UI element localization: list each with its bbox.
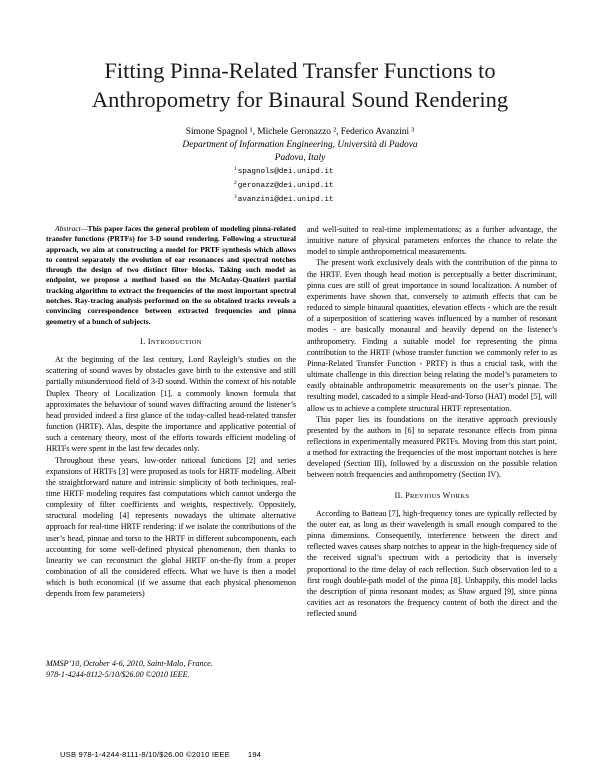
section-heading-introduction: I. INTRODUCTION [140, 336, 202, 346]
footer-isbn: USB 978-1-4244-8111-8/10/$26.00 ©2010 IEEE [60, 750, 230, 759]
email-line: $^2$geronazz@dei.unipd.it [234, 180, 334, 191]
email-address[interactable]: spagnols@dei.unipd.it [237, 168, 334, 176]
author-block [60, 126, 540, 165]
intro-paragraph-1: At the beginning of the last century, Lord Rayleigh’s studies on the scattering of sound waves by obstacles gave birth to the extensive and still partially misunderstood field of 3-D sound. Within the context of his notable Duplex Theory of Localization [1], a commonly known formula that approximates the behaviour of sound waves diffracting around the listener’s head provided indeed a first glance of the today-called head-related transfer function (HRTF). Alas, despite the importance and applicative potential of such a centenary theory, most of the efforts towards efficient modeling of HRTFs were spent in the last few decades only. [46, 355, 296, 454]
email-line: $^1$spagnols@dei.unipd.it [234, 166, 334, 176]
intro-paragraph-3: The present work exclusively deals with the contribution of the pinna to the HRTF. Even though head motion is perceptually a better discriminant, pinna cues are still of great importance in sound localization. A number of experiments have shown that, conversely to azimuth effects that can be reduced to simple binaural quantities, elevation effects - which are the result of a superposition of scattering waves influenced by a number of resonant modes - are basically monaural and heavily depend on the listener’s anthropometry. Finding a suitable model for representing the pinna contribution to the HRTF (whose transfer function we commonly refer to as Pinna-Related Transfer Function - PRTF) is thus a crucial task, with the ultimate challenge in this direction being relating the model’s parameters to easily obtainable anthropometric measurements on the user’s pinnae. The resulting model, cascaded to a simple Head-and-Torso (HAT) model [5], will allow us to achieve a complete structural HRTF representation. [307, 258, 557, 413]
abstract [46, 224, 296, 327]
author-names: Simone Spagnol ¹, Michele Geronazzo ², Federico Avanzini ³ [185, 127, 415, 137]
title-line-1: Fitting Pinna-Related Transfer Functions to [104, 58, 496, 83]
author-emails [234, 164, 434, 207]
abstract-body: This paper faces the general problem of modeling pinna-related transfer functions (PRTFs) for 3-D sound rendering. Following a structural approach, we aim at constructing a model for PRTF synthesis which allows to control separately the evolution of ear resonances and spectral notches through the design of two distinct filter blocks. Taking such model as endpoint, we propose a method based on the McAulay-Quatieri partial tracking algorithm to extract the frequencies of the most important spectral notches. Ray-tracing analysis performed on the so obtained tracks reveals a convincing correspondence between extracted frequencies and pinna geometry of a bunch of subjects. [46, 224, 296, 326]
email-address[interactable]: avanzini@dei.unipd.it [237, 196, 334, 205]
paper-title [40, 56, 560, 114]
left-column [46, 224, 296, 600]
conference-line-1: MMSP’10, October 4-6, 2010, Saint-Malo, France. [46, 659, 213, 668]
title-line-2: Anthropometry for Binaural Sound Rendering [91, 87, 509, 112]
abstract-lead: Abstract— [55, 224, 88, 233]
email-line: $^3$avanzini@dei.unipd.it [234, 194, 334, 205]
conference-note [46, 658, 296, 680]
page-number: 194 [247, 750, 262, 759]
right-column [307, 224, 557, 619]
intro-paragraph-4: This paper lies its foundations on the iterative approach previously presented by the authors in [6] to separate resonance effects from pinna reflections in experimentally measured PRTFs. Moving from this start point, a method for extracting the frequencies of the most important notches is here developed (Section III), followed by a discussion on the possible relation between notch frequencies and anthropometry (Section IV). [307, 414, 557, 480]
intro-paragraph-2-continued: and well-suited to real-time implementations; as a further advantage, the intuitive nature of physical parameters enforces the chance to relate the model to simple anthropometrical measurements. [307, 225, 557, 257]
section-heading-previous-works: II. PREVIOUS WORKS [394, 490, 470, 500]
email-address[interactable]: geronazz@dei.unipd.it [237, 182, 334, 191]
page-footer [60, 750, 480, 759]
conference-line-2: 978-1-4244-8112-5/10/$26.00 ©2010 IEEE. [46, 670, 190, 679]
affiliation-city: Padova, Italy [274, 153, 326, 163]
intro-paragraph-2: Throughout these years, low-order rational functions [2] and series expansions of HRTFs [3] were proposed as tools for HRTF modeling. Albeit the straightforward nature and intrinsic simplicity of both techniques, real-time HRTF modeling requires fast computations which cannot undergo the complexity of filter coefficients and weights, respectively. Oppositely, structural modeling [4] represents nowadays the ultimate alternative approach for real-time HRTF rendering: if we isolate the contributions of the user’s head, pinnae and torso to the HRTF in different subcomponents, each accounting for some well-defined physical phenomenon, then thanks to linearity we can reconstruct the global HRTF on-the-fly from a proper combination of all the considered effects. What we have is then a model which is both economical (if we assume that each physical phenomenon depends from few parameters) [46, 455, 296, 599]
affiliation-department: Department of Information Engineering, Università di Padova [182, 140, 418, 150]
previous-works-paragraph-1: According to Batteau [7], high-frequency tones are typically reflected by the outer ear, as long as their wavelength is small enough compared to the pinna dimensions. Consequently, interference between the direct and reflected waves causes sharp notches to appear in the high-frequency side of the received signal’s spectrum with a periodicity that is inversely proportional to the time delay of each reflection. Such observation led to a first rough double-path model of the pinna [8]. Unhappily, this model lacks the description of pinna resonant modes; as Shaw argued [9], since pinna cavities act as resonators the frequency content of both the direct and the reflected sound [307, 508, 557, 619]
